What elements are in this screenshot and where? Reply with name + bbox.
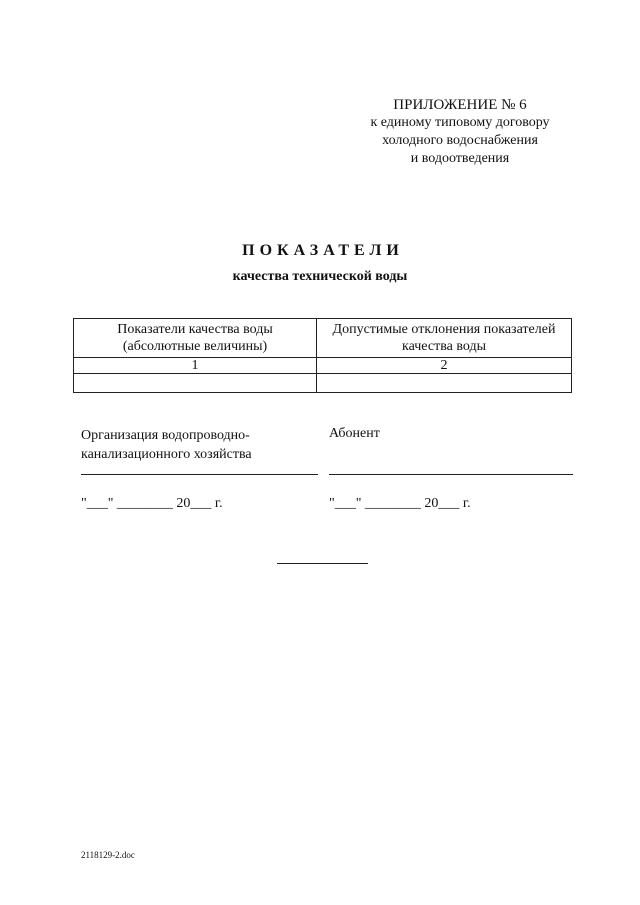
table-header-text: качества воды [402,339,486,354]
table-header-cell-deviations [317,319,572,358]
table-cell [317,374,572,393]
abonent-signature-line [329,474,573,475]
appendix-line-water-supply: холодного водоснабжения [382,133,538,148]
appendix-line-contract: к единому типовому договору [370,115,550,130]
table-row [74,374,572,393]
organization-label-line: канализационного хозяйства [81,447,252,462]
table-header-text: Допустимые отклонения показателей [332,322,556,337]
table-cell: 2 [317,358,572,374]
table-header-cell-indicators [74,319,317,358]
table-cell: 1 [74,358,317,374]
appendix-line-drainage: и водоотведения [410,151,510,166]
table-cell [74,374,317,393]
quality-indicators-table [73,318,572,393]
table-header-text: (абсолютные величины) [122,339,268,354]
appendix-number: ПРИЛОЖЕНИЕ № 6 [393,97,527,113]
abonent-label: Абонент [329,426,380,441]
table-header-text: Показатели качества воды [117,322,273,337]
document-id: 2118129-2.doc [81,850,135,860]
organization-label [81,426,321,464]
organization-label-line: Организация водопроводно- [81,428,250,443]
document-subtitle: качества технической воды [232,269,408,284]
end-divider [277,563,368,564]
document-title: ПОКАЗАТЕЛИ [242,242,404,259]
appendix-header [330,96,590,168]
organization-signature-line [81,474,318,475]
abonent-date-field: "___" ________ 20___ г. [329,496,471,511]
table-header-row [74,319,572,358]
organization-date-field: "___" ________ 20___ г. [81,496,223,511]
table-number-row [74,358,572,374]
